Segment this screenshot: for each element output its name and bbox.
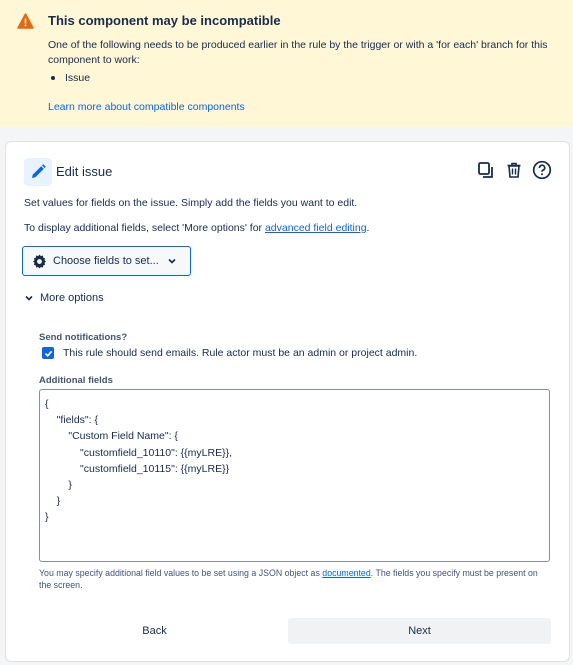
more-options-label: More options [40, 292, 104, 304]
incompatibility-warning [0, 0, 573, 127]
advanced-suffix: . [366, 222, 370, 234]
send-emails-label: This rule should send emails. Rule actor must be an admin or project admin. [63, 347, 418, 359]
documented-link[interactable]: documented [322, 568, 371, 578]
gear-icon [32, 254, 47, 269]
header-actions [475, 159, 553, 181]
choose-fields-button[interactable] [22, 246, 191, 276]
additional-fields-help [39, 567, 549, 591]
help-prefix: You may specify additional field values to be set using a JSON object as [39, 568, 323, 578]
chevron-down-icon [24, 293, 34, 303]
pencil-icon [24, 158, 52, 186]
warning-list [48, 72, 90, 84]
component-description: Set values for fields on the issue. Simply add the fields you want to edit. [24, 197, 358, 209]
warning-body: One of the following needs to be produced earlier in the rule by the trigger or with a 'for each' branch for this component to work: [48, 39, 548, 66]
additional-fields-textarea[interactable]: { "fields": { "Custom Field Name": { "customfield_10110": {{myLRE}}, "customfield_10115": {{myLRE}} } } } [39, 389, 550, 562]
bullet [51, 76, 55, 80]
checkmark-icon [44, 349, 53, 358]
next-button[interactable]: Next [288, 618, 551, 644]
help-suffix: . The fields you specify must be present on the screen. [39, 568, 538, 590]
component-title: Edit issue [56, 164, 113, 179]
choose-fields-label: Choose fields to set... [53, 255, 159, 267]
advanced-editing-hint [24, 222, 369, 234]
back-button[interactable]: Back [142, 625, 167, 637]
send-emails-checkbox[interactable] [42, 347, 54, 359]
advanced-field-editing-link[interactable]: advanced field editing [264, 222, 367, 234]
warning-triangle-icon [17, 13, 34, 29]
warning-title: This component may be incompatible [48, 13, 281, 28]
additional-fields-label: Additional fields [39, 375, 113, 386]
duplicate-icon[interactable] [475, 159, 497, 181]
help-icon[interactable] [531, 159, 553, 181]
trash-icon[interactable] [503, 159, 525, 181]
advanced-prefix: To display additional fields, select 'More options' for [24, 222, 265, 234]
send-emails-option[interactable] [42, 347, 417, 359]
more-options-toggle[interactable] [24, 292, 104, 304]
edit-issue-card [5, 141, 570, 662]
chevron-down-icon [167, 256, 177, 266]
send-notifications-label: Send notifications? [39, 332, 128, 343]
learn-more-link[interactable]: Learn more about compatible components [48, 101, 245, 113]
warning-list-item: Issue [65, 72, 91, 84]
